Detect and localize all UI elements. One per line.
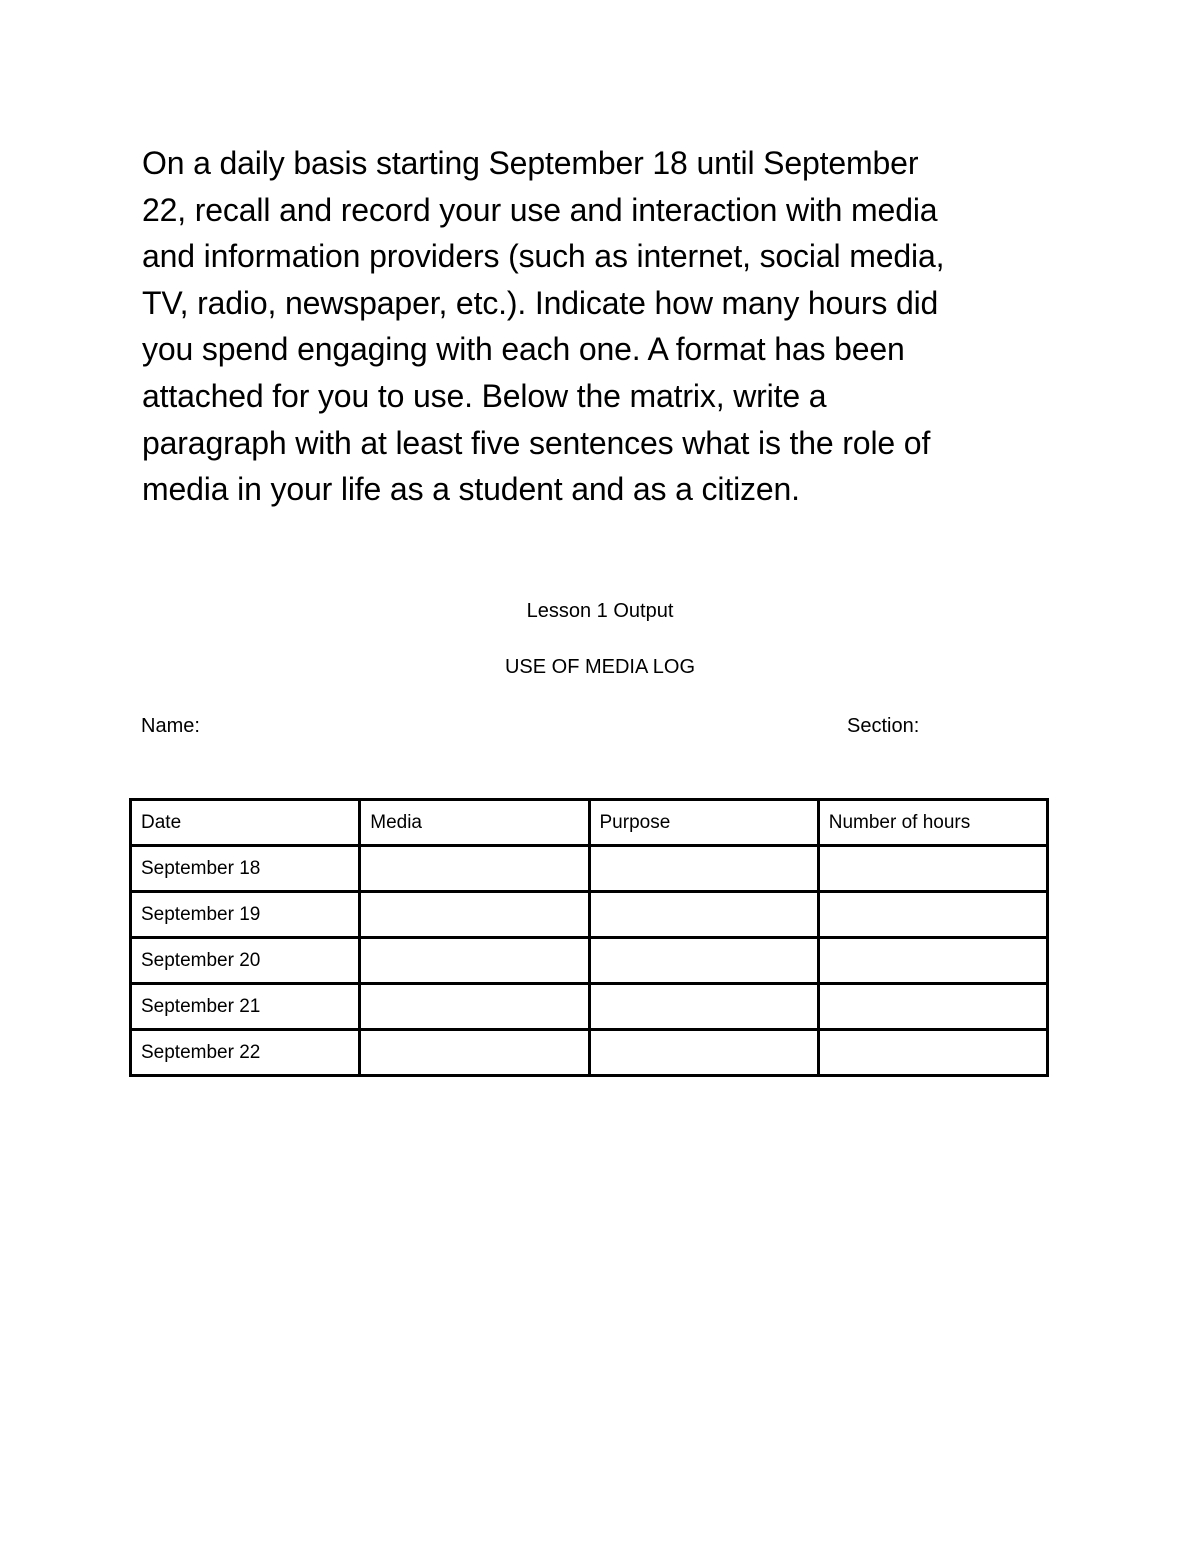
date-cell: September 18 <box>131 846 360 892</box>
table-row <box>131 846 1048 892</box>
instructions-line: and information providers (such as internet, social media, <box>142 238 945 275</box>
hours-cell[interactable] <box>818 938 1047 984</box>
lesson-title: Lesson 1 Output <box>526 600 674 622</box>
instructions-line: attached for you to use. Below the matrix, write a <box>142 377 827 414</box>
date-cell: September 21 <box>131 984 360 1030</box>
section-label: Section: <box>847 715 920 737</box>
media-cell[interactable] <box>360 984 589 1030</box>
column-header-media: Media <box>360 800 589 846</box>
table-header-row <box>131 800 1048 846</box>
column-header-date: Date <box>131 800 360 846</box>
table-row <box>131 892 1048 938</box>
purpose-cell[interactable] <box>589 984 818 1030</box>
name-label: Name: <box>141 715 200 737</box>
instructions-line: TV, radio, newspaper, etc.). Indicate how many hours did <box>142 284 939 321</box>
column-header-purpose: Purpose <box>589 800 818 846</box>
log-title: USE OF MEDIA LOG <box>504 656 696 678</box>
media-cell[interactable] <box>360 1030 589 1076</box>
table-row <box>131 1030 1048 1076</box>
media-log-table <box>129 798 1049 1077</box>
media-cell[interactable] <box>360 892 589 938</box>
date-cell: September 19 <box>131 892 360 938</box>
instructions-line: you spend engaging with each one. A format has been <box>142 331 905 368</box>
date-cell: September 20 <box>131 938 360 984</box>
instructions-line: 22, recall and record your use and interaction with media <box>142 191 938 228</box>
hours-cell[interactable] <box>818 892 1047 938</box>
date-cell: September 22 <box>131 1030 360 1076</box>
instructions-paragraph <box>142 140 1062 513</box>
instructions-line: On a daily basis starting September 18 until September <box>142 145 919 181</box>
instructions-line: paragraph with at least five sentences what is the role of <box>142 424 931 461</box>
media-cell[interactable] <box>360 846 589 892</box>
instructions-line: media in your life as a student and as a citizen. <box>142 471 800 508</box>
column-header-hours: Number of hours <box>818 800 1047 846</box>
purpose-cell[interactable] <box>589 1030 818 1076</box>
purpose-cell[interactable] <box>589 846 818 892</box>
table-row <box>131 938 1048 984</box>
hours-cell[interactable] <box>818 984 1047 1030</box>
media-cell[interactable] <box>360 938 589 984</box>
table-row <box>131 984 1048 1030</box>
hours-cell[interactable] <box>818 1030 1047 1076</box>
hours-cell[interactable] <box>818 846 1047 892</box>
purpose-cell[interactable] <box>589 938 818 984</box>
purpose-cell[interactable] <box>589 892 818 938</box>
